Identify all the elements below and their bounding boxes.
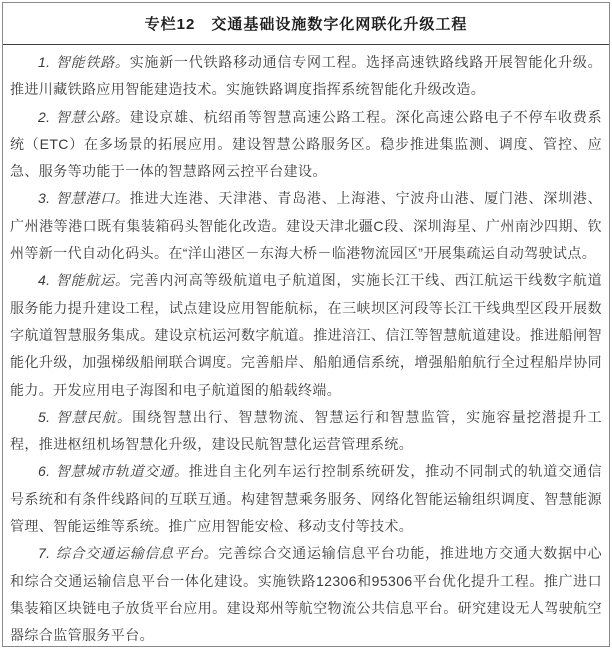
paragraph-lead: 智慧民航。 [55,408,133,425]
paragraph [10,458,602,540]
paragraph-text: 围绕智慧出行、智慧物流、智慧运行和智慧监管，实施容量挖潜提升工程，推进枢纽机场智慧化升级，建设民航智慧化运营管理系统。 [10,408,602,453]
paragraph [10,404,602,459]
paragraph-lead: 智能航运。 [55,272,130,289]
column-body [3,45,609,650]
paragraph [10,104,602,186]
paragraph-text: 推进大连港、天津港、青岛港、上海港、宁波舟山港、厦门港、深圳港、广州港等港口既有集装箱码头智能化改造。建设天津北疆C段、深圳海星、广州南沙四期、钦州等新一代自动化码头。在“洋山港区－东海大桥－临港物流园区”开展集疏运自动驾驶试点。 [10,190,602,262]
paragraph-lead: 智慧城市轨道交通。 [55,463,189,480]
paragraph-lead: 智能铁路。 [55,54,130,70]
paragraph-text: 实施新一代铁路移动通信专网工程。选择高速铁路线路开展智能化升级。推进川藏铁路应用智能建造技术。实施铁路调度指挥系统智能化升级改造。 [10,54,602,98]
paragraph [10,267,602,403]
paragraph-number: 6. [38,463,51,480]
paragraph-lead: 综合交通运输信息平台。 [55,545,219,562]
paragraph-number: 7. [38,545,51,562]
paragraph-number: 1. [38,54,51,70]
paragraph-lead: 智慧公路。 [55,108,130,125]
paragraph-text: 完善综合交通运输信息平台功能，推进地方交通大数据中心和综合交通运输信息平台一体化建设。实施铁路12306和95306平台优化提升工程。推广进口集装箱区块链电子放货平台应用。建设郑州等航空物流公共信息平台。研究建设无人驾驶航空器综合监管服务平台。 [10,545,602,644]
paragraph-number: 5. [38,408,51,425]
paragraph [10,185,602,267]
paragraph-number: 2. [38,108,51,125]
column-title: 专栏12 交通基础设施数字化网联化升级工程 [144,16,468,33]
paragraph [10,49,602,104]
paragraph-text: 推进自主化列车运行控制系统研发，推动不同制式的轨道交通信号系统和有条件线路间的互联互通。构建智慧乘务服务、网络化智能运输组织调度、智慧能源管理、智能运维等系统。推广应用智能安检、移动支付等技术。 [10,463,602,535]
paragraph-lead: 智慧港口。 [55,190,130,207]
paragraph-text: 完善内河高等级航道电子航道图，实施长江干线、西江航运干线数字航道服务能力提升建设工程，试点建设应用智能航标，在三峡坝区河段等长江干线典型区段开展数字航道智慧服务集成。建设京杭运河数字航道。推进涪江、信江等智慧航道建设。推进船闸智能化升级，加强梯级船闸联合调度。完善船岸、船舶通信系统，增强船舶航行全过程船岸协同能力。开发应用电子海图和电子航道图的船载终端。 [10,272,602,398]
paragraph-text: 建设京雄、杭绍甬等智慧高速公路工程。深化高速公路电子不停车收费系统（ETC）在多场景的拓展应用。建设智慧公路服务区。稳步推进集监测、调度、管控、应急、服务等功能于一体的智慧路网云控平台建设。 [10,108,602,180]
paragraph-number: 4. [38,272,51,289]
paragraph-number: 3. [38,190,51,207]
column-title-row [3,3,609,45]
column-box [2,2,610,647]
paragraph [10,540,602,649]
